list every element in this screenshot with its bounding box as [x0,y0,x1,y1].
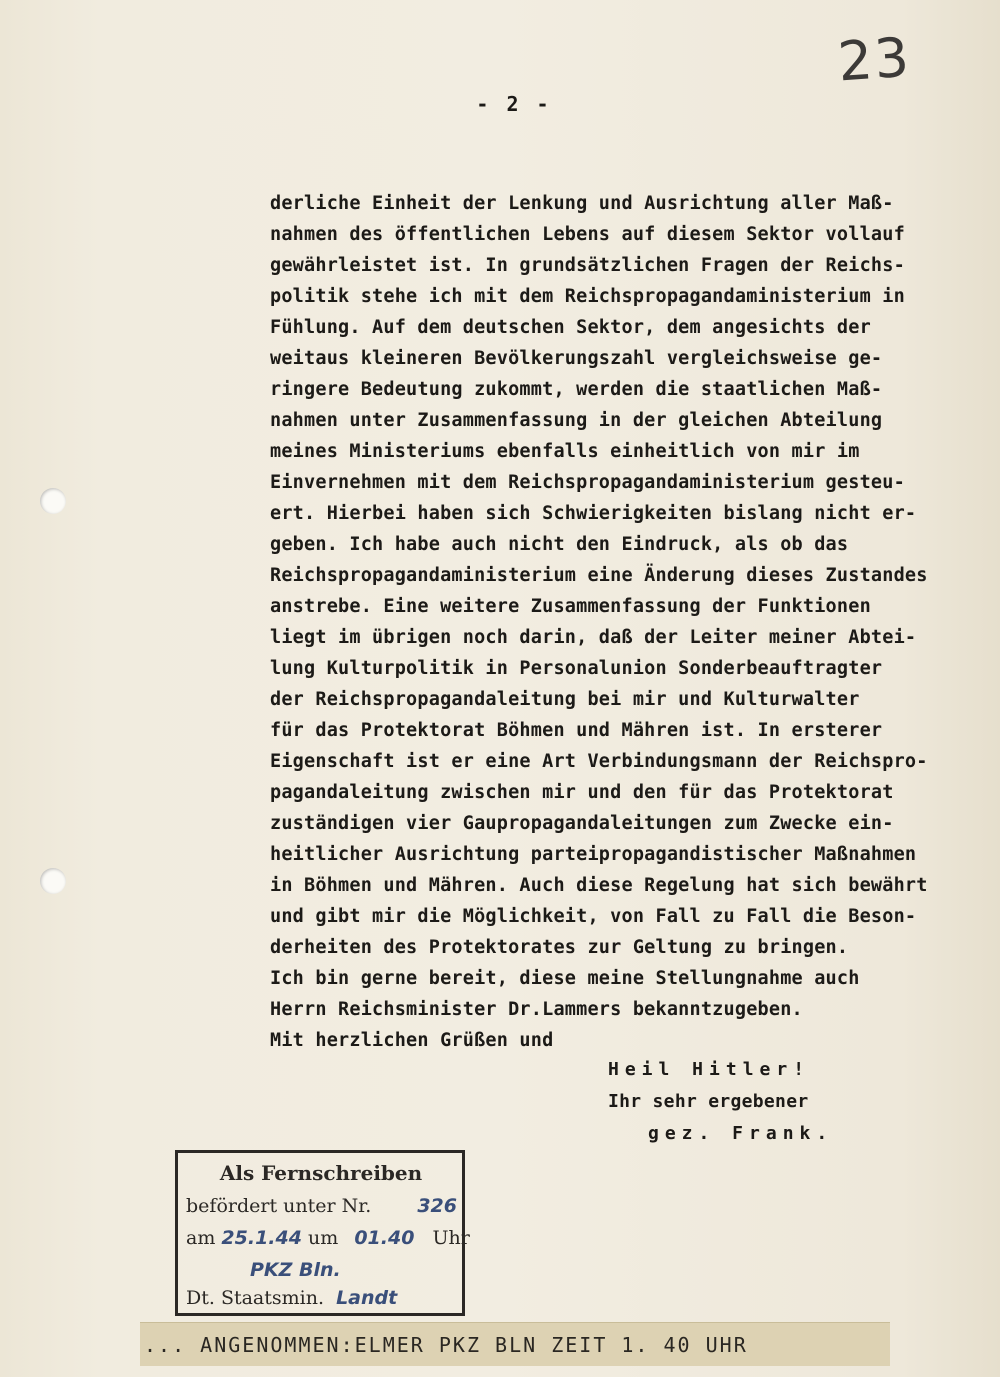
stamp-number-row [186,1195,456,1217]
body-line: heitlicher Ausrichtung parteipropagandistischer Maßnahmen [270,844,917,865]
stamp-um-label: um [308,1227,339,1249]
valediction: Ihr sehr ergebener [608,1091,809,1112]
page-number: - 2 - [476,92,552,116]
body-line: ert. Hierbei haben sich Schwierigkeiten bislang nicht er- [270,503,917,524]
body-line: Ich bin gerne bereit, diese meine Stellungnahme auch [270,968,860,989]
body-line: nahmen des öffentlichen Lebens auf diesem Sektor vollauf [270,224,905,245]
stamp-uhr-label: Uhr [432,1227,470,1249]
stamp-handwritten-row [186,1259,456,1281]
body-line: lung Kulturpolitik in Personalunion Sonderbeauftragter [270,658,883,679]
salutation: Heil Hitler! [608,1059,811,1080]
stamp-time-value: 01.40 [354,1227,415,1249]
signature-line: gez. Frank. [648,1123,834,1144]
body-line: in Böhmen und Mähren. Auch diese Regelung hat sich bewährt [270,875,928,896]
body-line: meines Ministeriums ebenfalls einheitlich von mir im [270,441,860,462]
stamp-title: Als Fernschreiben [219,1161,423,1185]
teleprinter-receipt-strip: ... ANGENOMMEN:ELMER PKZ BLN ZEIT 1. 40 UHR [140,1322,890,1366]
body-line: Einvernehmen mit dem Reichspropagandaministerium gesteu- [270,472,905,493]
body-line: Mit herzlichen Grüßen und [270,1030,554,1051]
body-line: ringere Bedeutung zukommt, werden die staatlichen Maß- [270,379,883,400]
punch-hole [40,488,66,514]
body-line: pagandaleitung zwischen mir und den für das Protektorat [270,782,894,803]
body-line: gewährleistet ist. In grundsätzlichen Fragen der Reichs- [270,255,905,276]
body-line: Eigenschaft ist er eine Art Verbindungsmann der Reichspro- [270,751,928,772]
body-line: und gibt mir die Möglichkeit, von Fall zu Fall die Beson- [270,906,917,927]
body-line: für das Protektorat Böhmen und Mähren ist. In ersterer [270,720,883,741]
body-line: Reichspropagandaministerium eine Änderung dieses Zustandes [270,565,928,586]
body-line: der Reichspropagandaleitung bei mir und Kulturwalter [270,689,860,710]
handwritten-folio-number: 23 [835,25,913,94]
body-line: liegt im übrigen noch darin, daß der Leiter meiner Abtei- [270,627,917,648]
letter-closing [608,1054,833,1150]
stamp-office-row [186,1287,456,1309]
body-line: nahmen unter Zusammenfassung in der gleichen Abteilung [270,410,883,431]
stamp-office-signature: Landt [336,1287,398,1309]
body-line: anstrebe. Eine weitere Zusammenfassung der Funktionen [270,596,871,617]
stamp-am-label: am [186,1227,216,1249]
body-line: derliche Einheit der Lenkung und Ausrichtung aller Maß- [270,193,894,214]
stamp-handwritten-value: PKZ Bln. [250,1259,341,1281]
body-line: derheiten des Protektorates zur Geltung zu bringen. [270,937,849,958]
body-line: Fühlung. Auf dem deutschen Sektor, dem angesichts der [270,317,871,338]
letter-body [270,188,1000,1056]
body-line: politik stehe ich mit dem Reichspropagandaministerium in [270,286,905,307]
stamp-number-value: 326 [417,1195,457,1217]
body-line: Herrn Reichsminister Dr.Lammers bekanntzugeben. [270,999,803,1020]
punch-hole [40,868,66,894]
body-line: zuständigen vier Gaupropagandaleitungen zum Zwecke ein- [270,813,894,834]
stamp-number-label: befördert unter Nr. [186,1195,372,1217]
body-line: weitaus kleineren Bevölkerungszahl vergleichsweise ge- [270,348,883,369]
stamp-office-label: Dt. Staatsmin. [186,1287,325,1309]
body-line: geben. Ich habe auch nicht den Eindruck, als ob das [270,534,849,555]
teleprinter-stamp [175,1150,470,1316]
stamp-date-row [186,1227,470,1249]
stamp-date-value: 25.1.44 [221,1227,302,1249]
